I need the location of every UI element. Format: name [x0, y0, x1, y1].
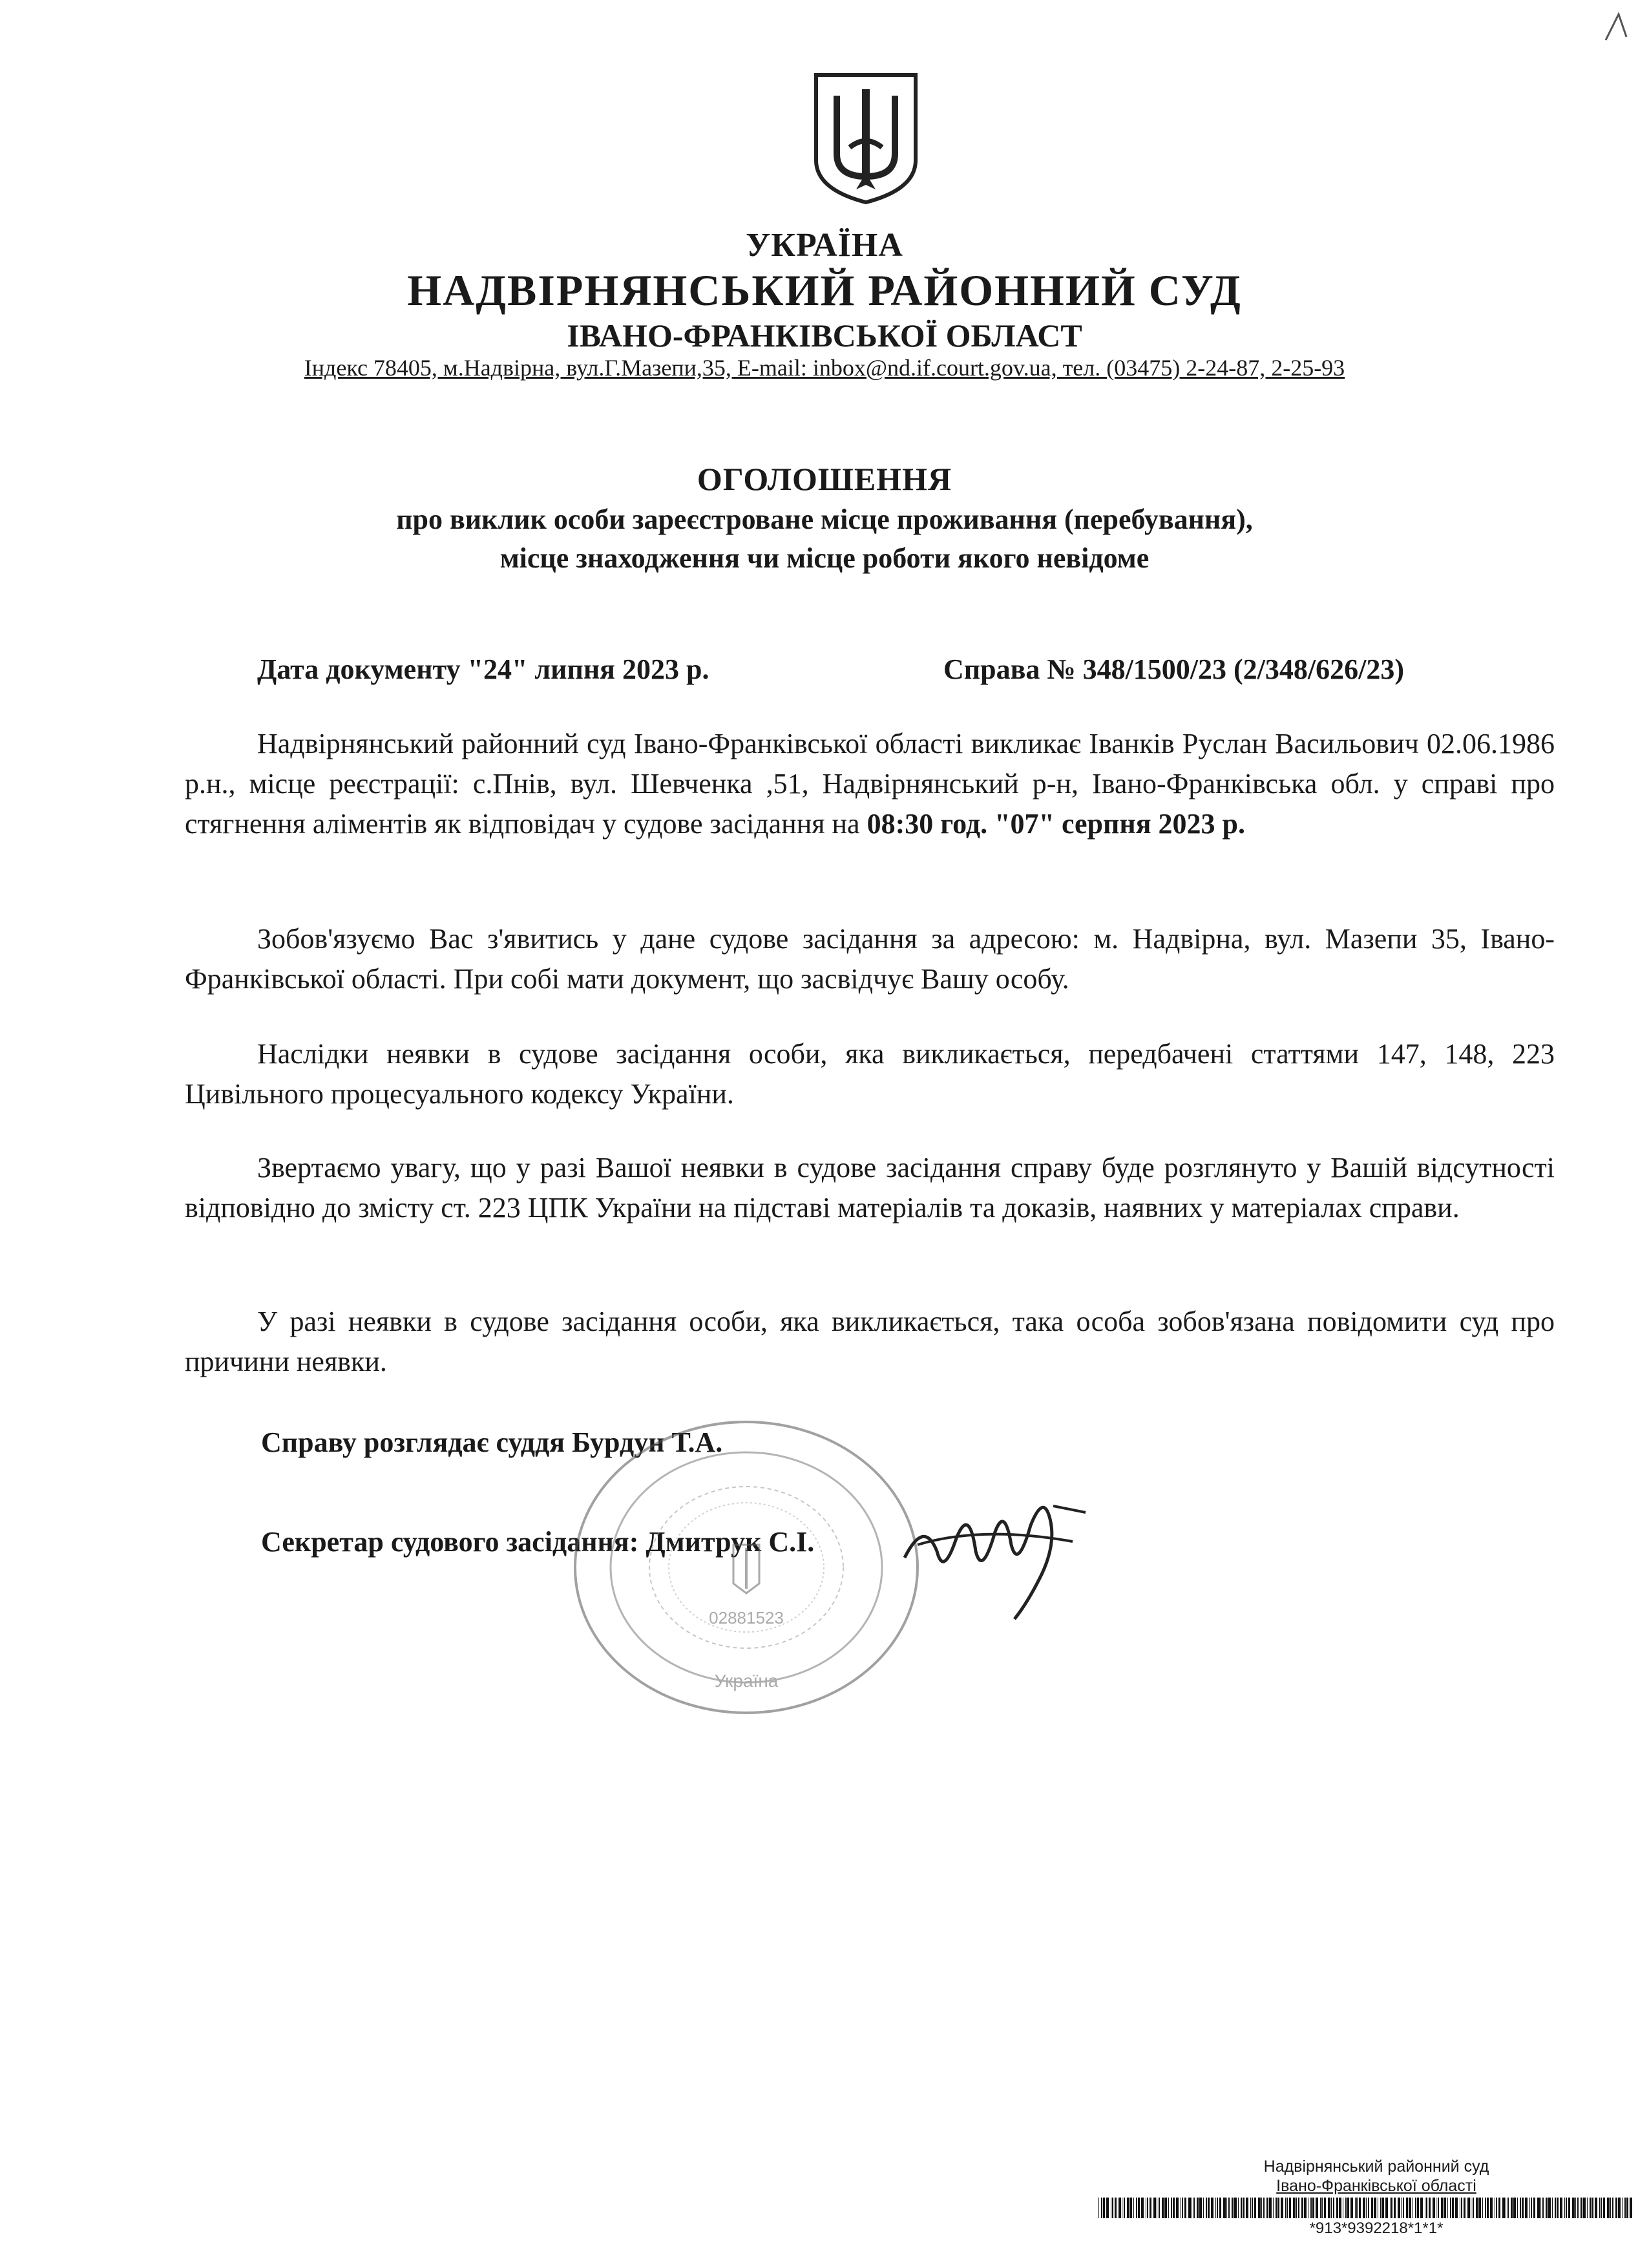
handwritten-signature — [898, 1480, 1092, 1622]
barcode-bar — [1581, 2198, 1582, 2218]
pen-mark — [1599, 8, 1632, 47]
barcode-bar — [1622, 2198, 1623, 2218]
barcode-bar — [1390, 2198, 1391, 2218]
barcode-bar — [1566, 2198, 1567, 2218]
barcode-bar — [1380, 2198, 1381, 2218]
footer-court-name: Надвірнянський районний суд — [1263, 2157, 1489, 2176]
barcode-bar — [1590, 2198, 1591, 2218]
barcode-bar — [1529, 2198, 1530, 2218]
barcode-bar — [1522, 2198, 1524, 2218]
barcode-bar — [1575, 2198, 1576, 2218]
barcode-bar — [1537, 2198, 1540, 2218]
barcode-bar — [1444, 2198, 1446, 2218]
barcode-bar — [1127, 2198, 1129, 2218]
barcode-bar — [1394, 2198, 1396, 2218]
barcode-bar — [1176, 2198, 1179, 2218]
barcode-bar — [1331, 2198, 1332, 2218]
barcode-bar — [1115, 2198, 1117, 2218]
barcode-bar — [1555, 2198, 1556, 2218]
barcode-bar — [1542, 2198, 1544, 2218]
stamp-country: Україна — [714, 1671, 779, 1691]
barcode-bar — [1502, 2198, 1505, 2218]
document-date: Дата документу "24" липня 2023 р. — [257, 653, 709, 685]
barcode-bar — [1517, 2198, 1518, 2218]
barcode-bar — [1258, 2198, 1261, 2218]
notice-subtitle-line-2: місце знаходження чи місце роботи якого невідоме — [499, 542, 1150, 574]
barcode-bar — [1564, 2198, 1565, 2218]
barcode-bar — [1301, 2198, 1303, 2218]
barcode-bar — [1287, 2198, 1288, 2218]
barcode-bar — [1159, 2198, 1160, 2218]
barcode-bar — [1603, 2198, 1605, 2218]
barcode-bar — [1304, 2198, 1307, 2218]
barcode-bar — [1350, 2198, 1353, 2218]
barcode-bar — [1119, 2198, 1121, 2218]
barcode-bar — [1112, 2198, 1113, 2218]
barcode-bar — [1147, 2198, 1148, 2218]
document-barcode — [1098, 2198, 1635, 2218]
notice-title: ОГОЛОШЕННЯ — [697, 461, 952, 497]
barcode-bar — [1243, 2198, 1245, 2218]
case-number: Справа № 348/1500/23 (2/348/626/23) — [943, 653, 1405, 685]
barcode-bar — [1548, 2198, 1551, 2218]
barcode-bar — [1345, 2198, 1347, 2218]
barcode-bar — [1406, 2198, 1408, 2218]
barcode-bar — [1482, 2198, 1483, 2218]
barcode-bar — [1310, 2198, 1312, 2218]
barcode-bar — [1124, 2198, 1125, 2218]
barcode-bar — [1219, 2198, 1221, 2218]
barcode-bar — [1438, 2198, 1439, 2218]
barcode-bar — [1250, 2198, 1251, 2218]
barcode-bar — [1363, 2198, 1365, 2218]
barcode-bar — [1546, 2198, 1548, 2218]
barcode-bar — [1366, 2198, 1367, 2218]
barcode-bar — [1487, 2198, 1489, 2218]
barcode-bar — [1281, 2198, 1283, 2218]
barcode-bar — [1496, 2198, 1497, 2218]
barcode-bar — [1403, 2198, 1404, 2218]
barcode-bar — [1630, 2198, 1632, 2218]
barcode-bar — [1382, 2198, 1384, 2218]
barcode-bar — [1182, 2198, 1183, 2218]
barcode-bar — [1136, 2198, 1137, 2218]
court-address-line: Індекс 78405, м.Надвірна, вул.Г.Мазепи,35, E-mail: inbox@nd.if.court.gov.ua, тел. (03475) 2-24-87, 2-25-93 — [304, 355, 1345, 381]
barcode-bar — [1398, 2198, 1400, 2218]
barcode-bar — [1525, 2198, 1528, 2218]
barcode-bar — [1215, 2198, 1216, 2218]
barcode-bar — [1450, 2198, 1451, 2218]
barcode-bar — [1429, 2198, 1431, 2218]
barcode-bar — [1098, 2198, 1099, 2218]
barcode-bar — [1507, 2198, 1509, 2218]
barcode-bar — [1478, 2198, 1481, 2218]
barcode-bar — [1164, 2198, 1167, 2218]
barcode-bar — [1298, 2198, 1299, 2218]
summons-text: Надвірнянський районний суд Івано-Франківської області викликає Іванків Руслан Васильович 02.06.1986 р.н., місце реєстрації: с.Пнів, вул. Шевченка ,51, Надвірнянський р-н, Івано-Франківська обл. у справі про стягнення аліментів як відповідач у судове засідання на — [185, 728, 1555, 840]
barcode-bar — [1385, 2198, 1388, 2218]
barcode-bar — [1129, 2198, 1132, 2218]
barcode-bar — [1261, 2198, 1262, 2218]
barcode-bar — [1461, 2198, 1462, 2218]
barcode-bar — [1455, 2198, 1458, 2218]
barcode-bar — [1591, 2198, 1593, 2218]
barcode-bar — [1374, 2198, 1376, 2218]
barcode-bar — [1206, 2198, 1207, 2218]
absence-warning-paragraph: Звертаємо увагу, що у разі Вашої неявки в судове засідання справу буде розглянуто у Вашій відсутності відповідно до змісту ст. 223 ЦПК України на підставі матеріалів та доказів, наявних у матеріалах справи. — [185, 1152, 1555, 1224]
barcode-bar — [1560, 2198, 1562, 2218]
barcode-bar — [1583, 2198, 1586, 2218]
barcode-bar — [1266, 2198, 1268, 2218]
barcode-bar — [1336, 2198, 1338, 2218]
barcode-bar — [1211, 2198, 1213, 2218]
barcode-bar — [1241, 2198, 1242, 2218]
barcode-bar — [1193, 2198, 1195, 2218]
barcode-bar — [1473, 2198, 1474, 2218]
barcode-bar — [1184, 2198, 1186, 2218]
hearing-datetime: 08:30 год. "07" серпня 2023 р. — [867, 808, 1245, 840]
barcode-bar — [1171, 2198, 1172, 2218]
barcode-bar — [1568, 2198, 1570, 2218]
barcode-bar — [1276, 2198, 1277, 2218]
judge-line: Справу розглядає суддя Бурдун Т.А. — [261, 1426, 723, 1458]
barcode-bar — [1467, 2198, 1470, 2218]
barcode-bar — [1540, 2198, 1541, 2218]
barcode-bar — [1320, 2198, 1321, 2218]
barcode-bar — [1624, 2198, 1626, 2218]
barcode-bar — [1490, 2198, 1493, 2218]
barcode-bar — [1409, 2198, 1411, 2218]
appearance-paragraph: Зобов'язуємо Вас з'явитись у дане судове засідання за адресою: м. Надвірна, вул. Мазепи 35, Івано-Франківської області. При собі мати документ, що засвідчує Вашу особу. — [185, 923, 1555, 995]
barcode-bar — [1234, 2198, 1237, 2218]
barcode-bar — [1557, 2198, 1559, 2218]
notice-subtitle-line-1: про виклик особи зареєстроване місце проживання (перебування), — [396, 503, 1253, 535]
summons-paragraph — [185, 724, 1555, 844]
barcode-bar — [1587, 2198, 1588, 2218]
barcode-bar — [1464, 2198, 1465, 2218]
barcode-bar — [1168, 2198, 1169, 2218]
barcode-bar — [1452, 2198, 1454, 2218]
barcode-bar — [1321, 2198, 1323, 2218]
barcode-bar — [1420, 2198, 1423, 2218]
barcode-bar — [1199, 2198, 1202, 2218]
barcode-bar — [1289, 2198, 1291, 2218]
barcode-bar — [1599, 2198, 1600, 2218]
barcode-bar — [1217, 2198, 1218, 2218]
barcode-bar — [1238, 2198, 1239, 2218]
region-heading: ІВАНО-ФРАНКІВСЬКОЇ ОБЛАСТ — [567, 317, 1082, 354]
barcode-bar — [1293, 2198, 1296, 2218]
barcode-bar — [1520, 2198, 1521, 2218]
court-seal-stamp — [569, 1415, 924, 1719]
barcode-bar — [1485, 2198, 1486, 2218]
barcode-bar — [1285, 2198, 1286, 2218]
barcode-bar — [1533, 2198, 1535, 2218]
barcode-bar — [1312, 2198, 1314, 2218]
barcode-bar — [1347, 2198, 1349, 2218]
barcode-bar — [1103, 2198, 1105, 2218]
barcode-bar — [1513, 2198, 1516, 2218]
footer-region: Івано-Франківської області — [1276, 2177, 1476, 2195]
barcode-bar — [1328, 2198, 1330, 2218]
trident-coat-of-arms-icon — [811, 70, 921, 206]
barcode-bar — [1208, 2198, 1210, 2218]
barcode-bar — [1246, 2198, 1248, 2218]
barcode-bar — [1572, 2198, 1575, 2218]
barcode-bar — [1133, 2198, 1134, 2218]
barcode-bar — [1263, 2198, 1265, 2218]
barcode-bar — [1368, 2198, 1369, 2218]
barcode-bar — [1254, 2198, 1256, 2218]
barcode-bar — [1610, 2198, 1611, 2218]
barcode-bar — [1511, 2198, 1513, 2218]
barcode-bar — [1188, 2198, 1191, 2218]
barcode-bar — [1106, 2198, 1109, 2218]
barcode-bar — [1173, 2198, 1175, 2218]
barcode-bar — [1138, 2198, 1140, 2218]
barcode-bar — [1101, 2198, 1102, 2218]
barcode-bar — [1401, 2198, 1402, 2218]
barcode-bar — [1356, 2198, 1358, 2218]
barcode-bar — [1203, 2198, 1204, 2218]
consequences-paragraph: Наслідки неявки в судове засідання особи, яка викликається, передбачені статтями 147, 148, 223 Цивільного процесуального кодексу України. — [185, 1038, 1555, 1110]
secretary-line: Секретар судового засідання: Дмитрук С.І. — [261, 1526, 815, 1558]
barcode-bar — [1359, 2198, 1361, 2218]
barcode-bar — [1447, 2198, 1448, 2218]
barcode-bar — [1626, 2198, 1628, 2218]
barcode-bar — [1417, 2198, 1419, 2218]
barcode-bar — [1615, 2198, 1617, 2218]
barcode-bar — [1552, 2198, 1553, 2218]
barcode-bar — [1162, 2198, 1164, 2218]
barcode-bar — [1441, 2198, 1443, 2218]
barcode-bar — [1226, 2198, 1227, 2218]
barcode-bar — [1498, 2198, 1500, 2218]
barcode-bar — [1277, 2198, 1279, 2218]
barcode-bar — [1618, 2198, 1621, 2218]
barcode-bar — [1296, 2198, 1297, 2218]
barcode-bar — [1339, 2198, 1341, 2218]
court-name-heading: НАДВІРНЯНСЬКИЙ РАЙОННИЙ СУД — [407, 266, 1242, 315]
barcode-bar — [1612, 2198, 1613, 2218]
barcode-bar — [1324, 2198, 1326, 2218]
barcode-bar — [1141, 2198, 1144, 2218]
barcode-bar — [1577, 2198, 1579, 2218]
barcode-bar — [1269, 2198, 1272, 2218]
barcode-bar — [1607, 2198, 1610, 2218]
barcode-bar — [1153, 2198, 1156, 2218]
barcode-bar — [1371, 2198, 1373, 2218]
barcode-bar — [1228, 2198, 1230, 2218]
barcode-bar — [1415, 2198, 1416, 2218]
barcode-bar — [1223, 2198, 1226, 2218]
notification-duty-paragraph: У разі неявки в судове засідання особи, яка викликається, така особа зобов'язана повідомити суд про причини неявки. — [185, 1306, 1555, 1377]
barcode-bar — [1197, 2198, 1199, 2218]
barcode-bar — [1333, 2198, 1334, 2218]
barcode-bar — [1232, 2198, 1234, 2218]
barcode-bar — [1476, 2198, 1478, 2218]
barcode-number: *913*9392218*1*1* — [1309, 2220, 1444, 2237]
barcode-bar — [1426, 2198, 1427, 2218]
barcode-bar — [1531, 2198, 1532, 2218]
country-heading: УКРАЇНА — [746, 227, 903, 264]
barcode-bar — [1252, 2198, 1253, 2218]
barcode-bar — [1433, 2198, 1435, 2218]
barcode-bar — [1595, 2198, 1597, 2218]
barcode-bar — [1391, 2198, 1392, 2218]
barcode-bar — [1316, 2198, 1318, 2218]
stamp-code: 02881523 — [709, 1608, 784, 1627]
barcode-bar — [1150, 2198, 1151, 2218]
barcode-bar — [1355, 2198, 1356, 2218]
barcode-bar — [1601, 2198, 1602, 2218]
barcode-bar — [1273, 2198, 1274, 2218]
